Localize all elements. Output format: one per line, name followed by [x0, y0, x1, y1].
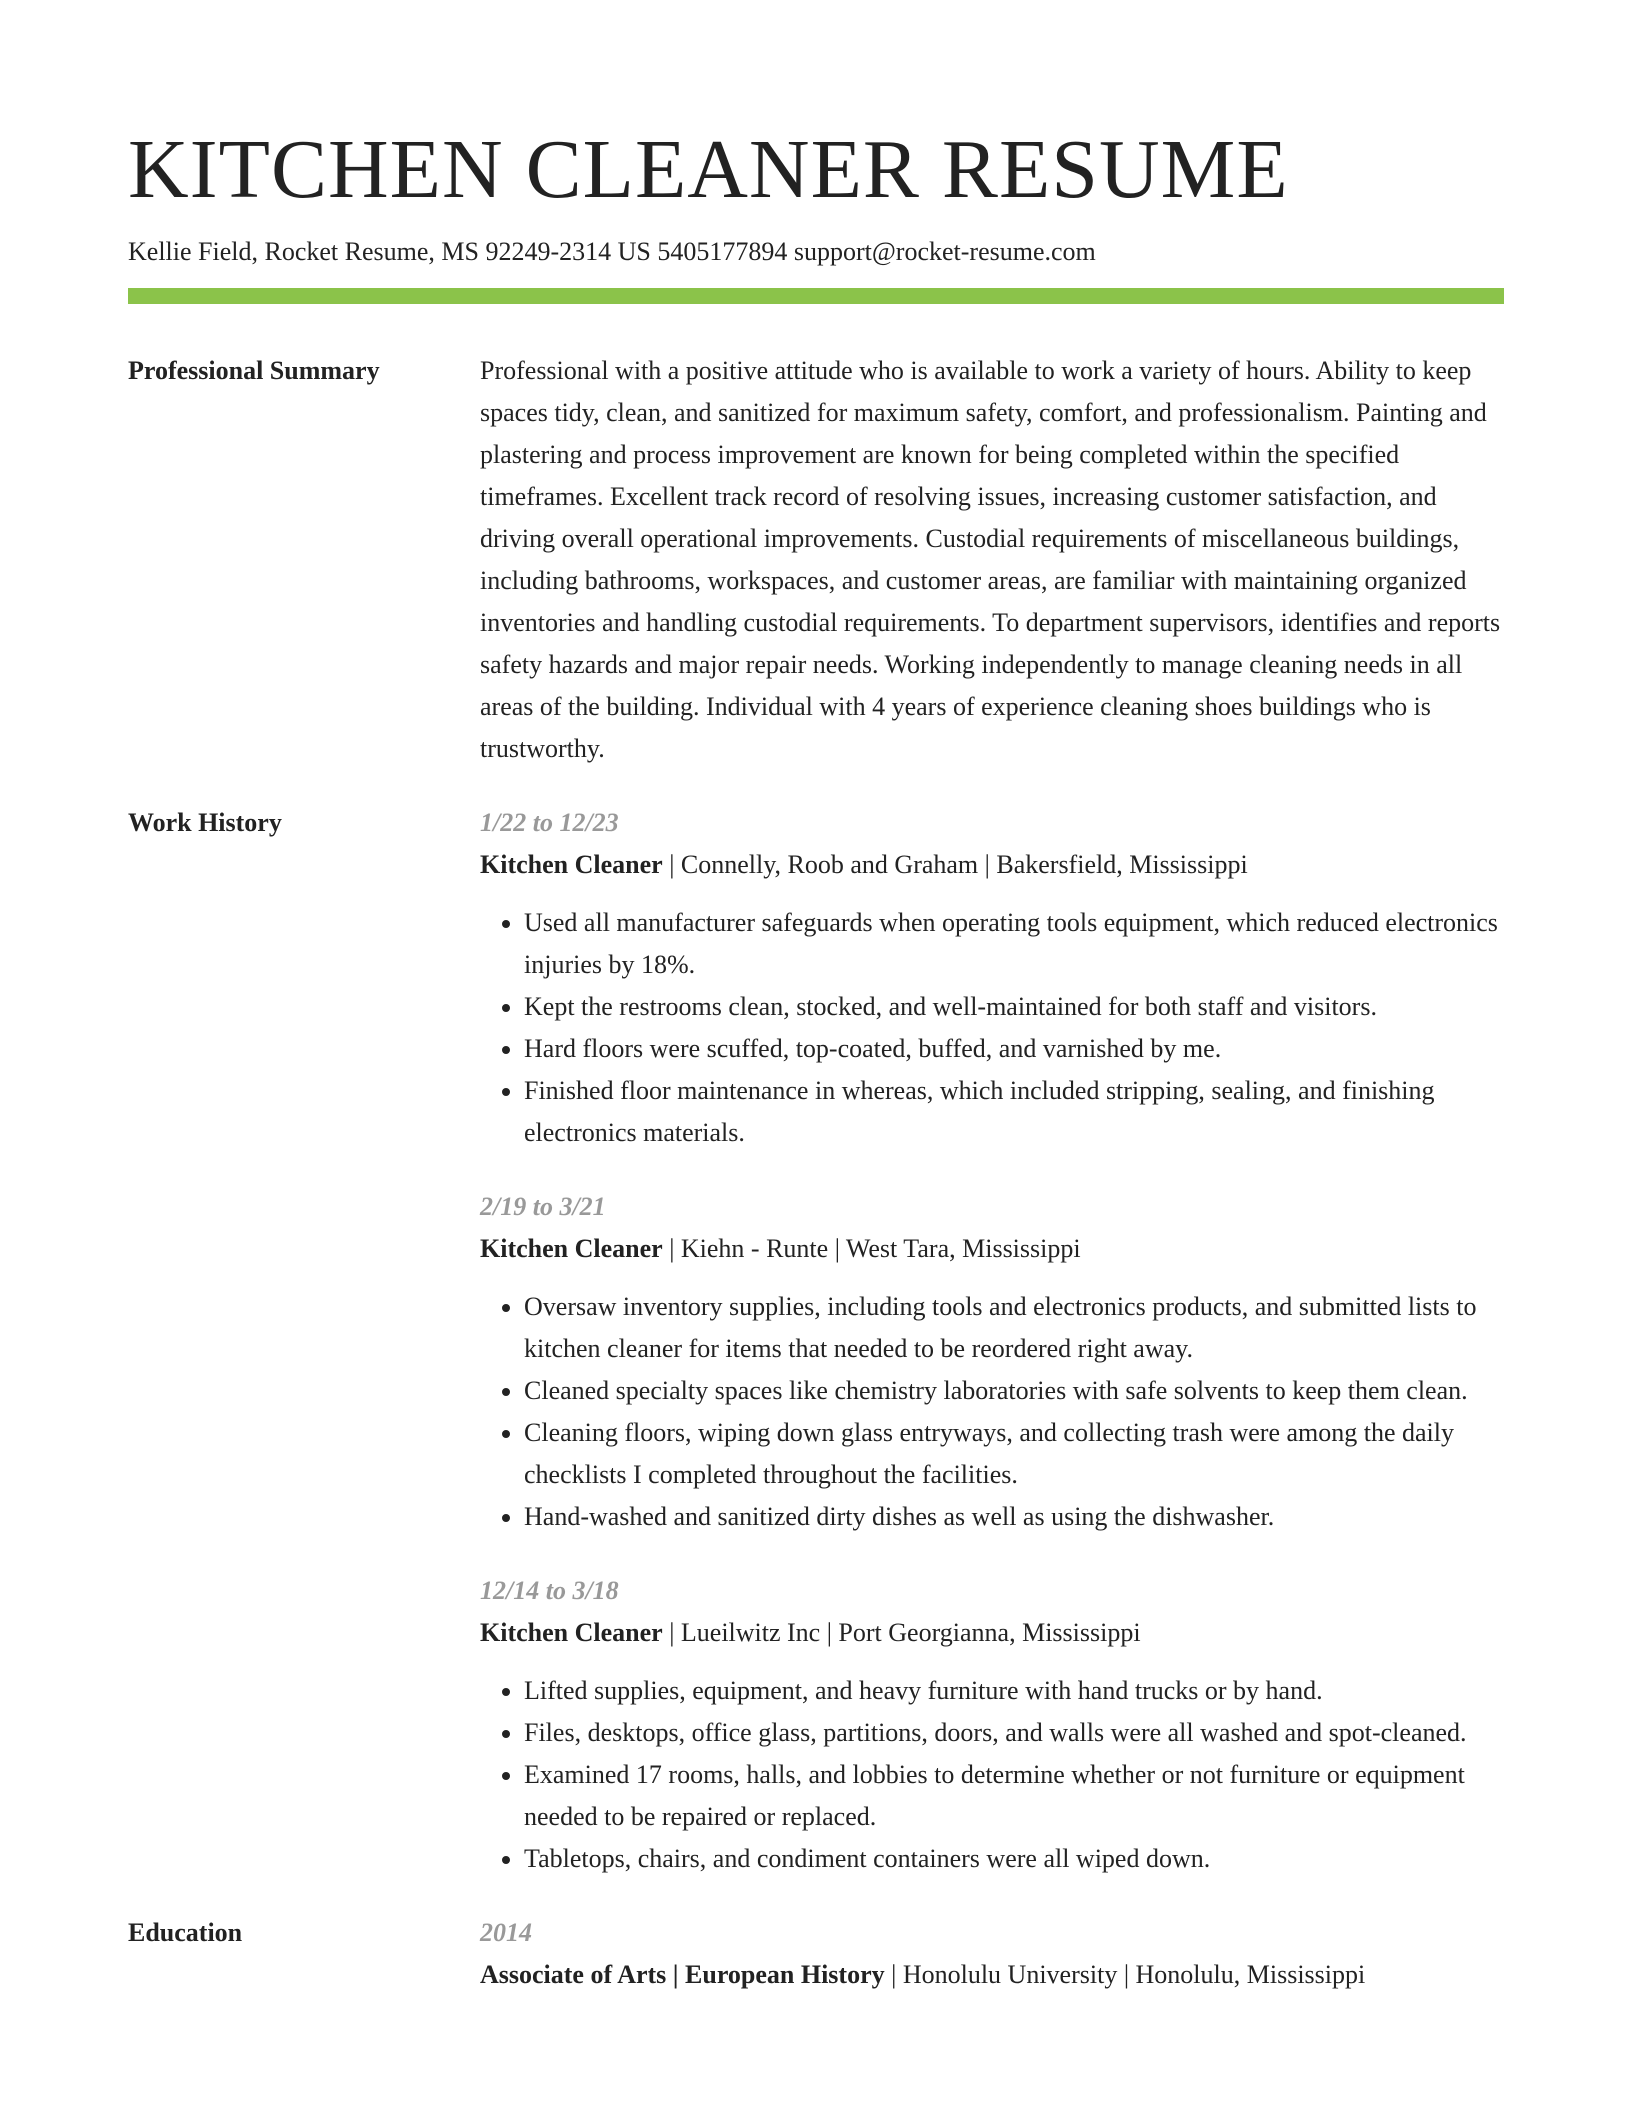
section-label-education: Education	[128, 1918, 243, 1947]
job-bullets	[480, 1286, 1504, 1538]
education-year: 2014	[480, 1918, 532, 1947]
job-bullet: • Hand-washed and sanitized dirty dishes as well as using the dishwasher.	[524, 1496, 1504, 1538]
job-heading	[480, 1228, 1504, 1270]
job-bullet: • Kept the restrooms clean, stocked, and well-maintained for both staff and visitors.	[524, 986, 1504, 1028]
job-entry	[480, 1186, 1504, 1538]
job-dates: 2/19 to 3/21	[480, 1192, 606, 1221]
job-bullet: • Cleaning floors, wiping down glass entryways, and collecting trash were among the daily checklists I completed throughout the facilities.	[524, 1412, 1504, 1496]
education-body	[480, 1912, 1504, 1996]
job-heading	[480, 1612, 1504, 1654]
job-bullet: • Lifted supplies, equipment, and heavy furniture with hand trucks or by hand.	[524, 1670, 1504, 1712]
resume-title: KITCHEN CLEANER RESUME	[128, 123, 1289, 216]
resume-page	[128, 120, 1504, 1996]
work-body	[480, 802, 1504, 1880]
job-bullet: • Hard floors were scuffed, top-coated, buffed, and varnished by me.	[524, 1028, 1504, 1070]
job-bullet: • Examined 17 rooms, halls, and lobbies to determine whether or not furniture or equipment needed to be repaired or replaced.	[524, 1754, 1504, 1838]
job-bullet: • Finished floor maintenance in whereas, which included stripping, sealing, and finishing electronics materials.	[524, 1070, 1504, 1154]
job-bullet: • Cleaned specialty spaces like chemistry laboratories with safe solvents to keep them clean.	[524, 1370, 1504, 1412]
job-bullet: • Used all manufacturer safeguards when operating tools equipment, which reduced electronics injuries by 18%.	[524, 902, 1504, 986]
job-entry	[480, 802, 1504, 1154]
summary-body	[480, 350, 1504, 770]
job-details: | Lueilwitz Inc | Port Georgianna, Mississippi	[662, 1618, 1141, 1647]
job-dates: 1/22 to 12/23	[480, 808, 619, 837]
job-dates: 12/14 to 3/18	[480, 1576, 619, 1605]
education-details: | Honolulu University | Honolulu, Mississippi	[884, 1960, 1366, 1989]
professional-summary-section	[128, 350, 1504, 770]
job-bullets	[480, 1670, 1504, 1880]
job-bullet: • Oversaw inventory supplies, including tools and electronics products, and submitted lists to kitchen cleaner for items that needed to be reordered right away.	[524, 1286, 1504, 1370]
job-bullet: • Files, desktops, office glass, partitions, doors, and walls were all washed and spot-cleaned.	[524, 1712, 1504, 1754]
job-title: Kitchen Cleaner	[480, 1618, 663, 1647]
summary-text: Professional with a positive attitude who is available to work a variety of hours. Ability to keep spaces tidy, clean, and sanitized for maximum safety, comfort, and professionalism. Painting and plastering and process improvement are known for being completed within the specified timeframes. Excellent track record of resolving issues, increasing customer satisfaction, and driving overall operational improvements. Custodial requirements of miscellaneous buildings, including bathrooms, workspaces, and customer areas, are familiar with maintaining organized inventories and handling custodial requirements. To department supervisors, identifies and reports safety hazards and major repair needs. Working independently to manage cleaning needs in all areas of the building. Individual with 4 years of experience cleaning shoes buildings who is trustworthy.	[480, 356, 1501, 763]
job-title: Kitchen Cleaner	[480, 850, 663, 879]
job-details: | Kiehn - Runte | West Tara, Mississippi	[662, 1234, 1081, 1263]
section-label-work: Work History	[128, 808, 282, 837]
contact-line: Kellie Field, Rocket Resume, MS 92249-2314 US 5405177894 support@rocket-resume.com	[128, 237, 1096, 266]
job-details: | Connelly, Roob and Graham | Bakersfield, Mississippi	[662, 850, 1248, 879]
education-section	[128, 1912, 1504, 1996]
job-bullet: • Tabletops, chairs, and condiment containers were all wiped down.	[524, 1838, 1504, 1880]
section-label-summary: Professional Summary	[128, 356, 380, 385]
education-heading	[480, 1954, 1504, 1996]
work-history-section	[128, 802, 1504, 1880]
job-bullets	[480, 902, 1504, 1154]
accent-divider	[128, 288, 1504, 304]
job-heading	[480, 844, 1504, 886]
job-title: Kitchen Cleaner	[480, 1234, 663, 1263]
education-degree: Associate of Arts | European History	[480, 1960, 885, 1989]
job-entry	[480, 1570, 1504, 1880]
